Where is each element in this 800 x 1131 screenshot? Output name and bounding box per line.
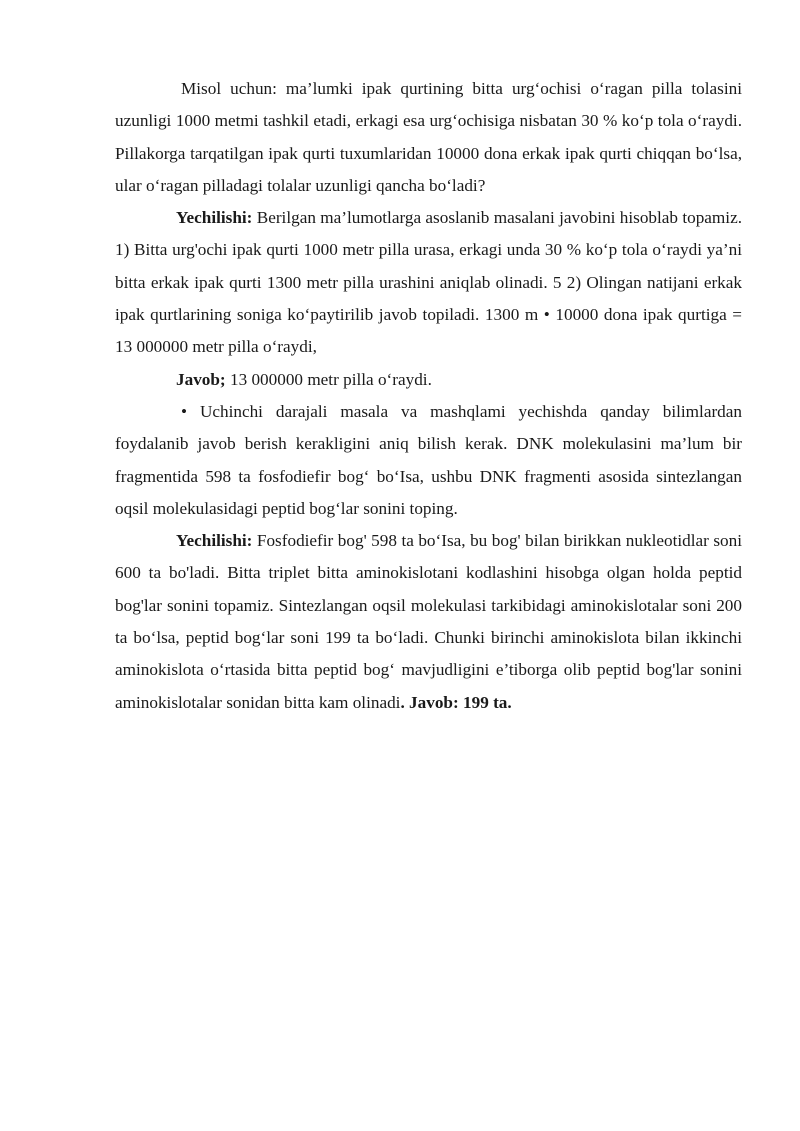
answer-text-1: 13 000000 metr pilla o‘raydi. bbox=[225, 369, 432, 389]
solution-paragraph-1 bbox=[115, 202, 742, 363]
document-body bbox=[115, 73, 742, 719]
dna-problem-text: • Uchinchi darajali masala va mashqlami yechishda qanday bilimlardan foydalanib javob berish kerakligini aniq bilish kerak. DNK molekulasini ma’lum bir fragmentida 598 ta fosfodiefir bog‘ bo‘Isa, ushbu DNK fragmenti asosida sintezlangan oqsil molekulasidagi peptid bog‘lar sonini toping. bbox=[115, 401, 742, 518]
solution-text-2: Fosfodiefir bog' 598 ta bo‘Isa, bu bog' bilan birikkan nukleotidlar soni 600 ta bo'ladi. Bitta triplet bitta aminokislotani kodlashini hisobga olgan holda peptid bog'lar sonini topamiz. Sintezlangan oqsil molekulasi tarkibidagi aminokislotalar soni 200 ta bo‘lsa, peptid bog‘lar soni 199 ta bo‘ladi. Chunki birinchi aminokislota bilan ikkinchi aminokislota o‘rtasida bitta peptid bog‘ mavjudligini e’tiborga olib peptid bog'lar sonini aminokislotalar sonidan bitta kam olinadi bbox=[115, 531, 742, 712]
answer-text-2: . Javob: 199 ta. bbox=[400, 692, 512, 712]
answer-label-1: Javob; bbox=[176, 369, 226, 389]
example-problem-paragraph bbox=[115, 73, 742, 202]
answer-paragraph-1 bbox=[115, 364, 742, 396]
solution-paragraph-2 bbox=[115, 525, 742, 719]
solution-text-1: Berilgan ma’lumotlarga asoslanib masalani javobini hisoblab topamiz. 1) Bitta urg'ochi ipak qurti 1000 metr pilla urasa, erkagi unda 30 % ko‘p tola o‘raydi ya’ni bitta erkak ipak qurti 1300 metr pilla urashini aniqlab olinadi. 5 2) Olingan natijani erkak ipak qurtlarining soniga ko‘paytirilib javob topiladi. 1300 m • 10000 dona ipak qurtiga = 13 000000 metr pilla o‘raydi, bbox=[115, 208, 742, 357]
solution-label-2: Yechilishi: bbox=[176, 531, 253, 551]
example-problem-text: Misol uchun: ma’lumki ipak qurtining bitta urg‘ochisi o‘ragan pilla tolasini uzunligi 1000 metmi tashkil etadi, erkagi esa urg‘ochisiga nisbatan 30 % ko‘p tola o‘raydi. Pillakorga tarqatilgan ipak qurti tuxumlaridan 10000 dona erkak ipak qurti chiqqan bo‘lsa, ular o‘ragan pilladagi tolalar uzunligi qancha bo‘ladi? bbox=[115, 79, 742, 195]
dna-problem-paragraph bbox=[115, 396, 742, 525]
solution-label-1: Yechilishi: bbox=[176, 208, 253, 228]
